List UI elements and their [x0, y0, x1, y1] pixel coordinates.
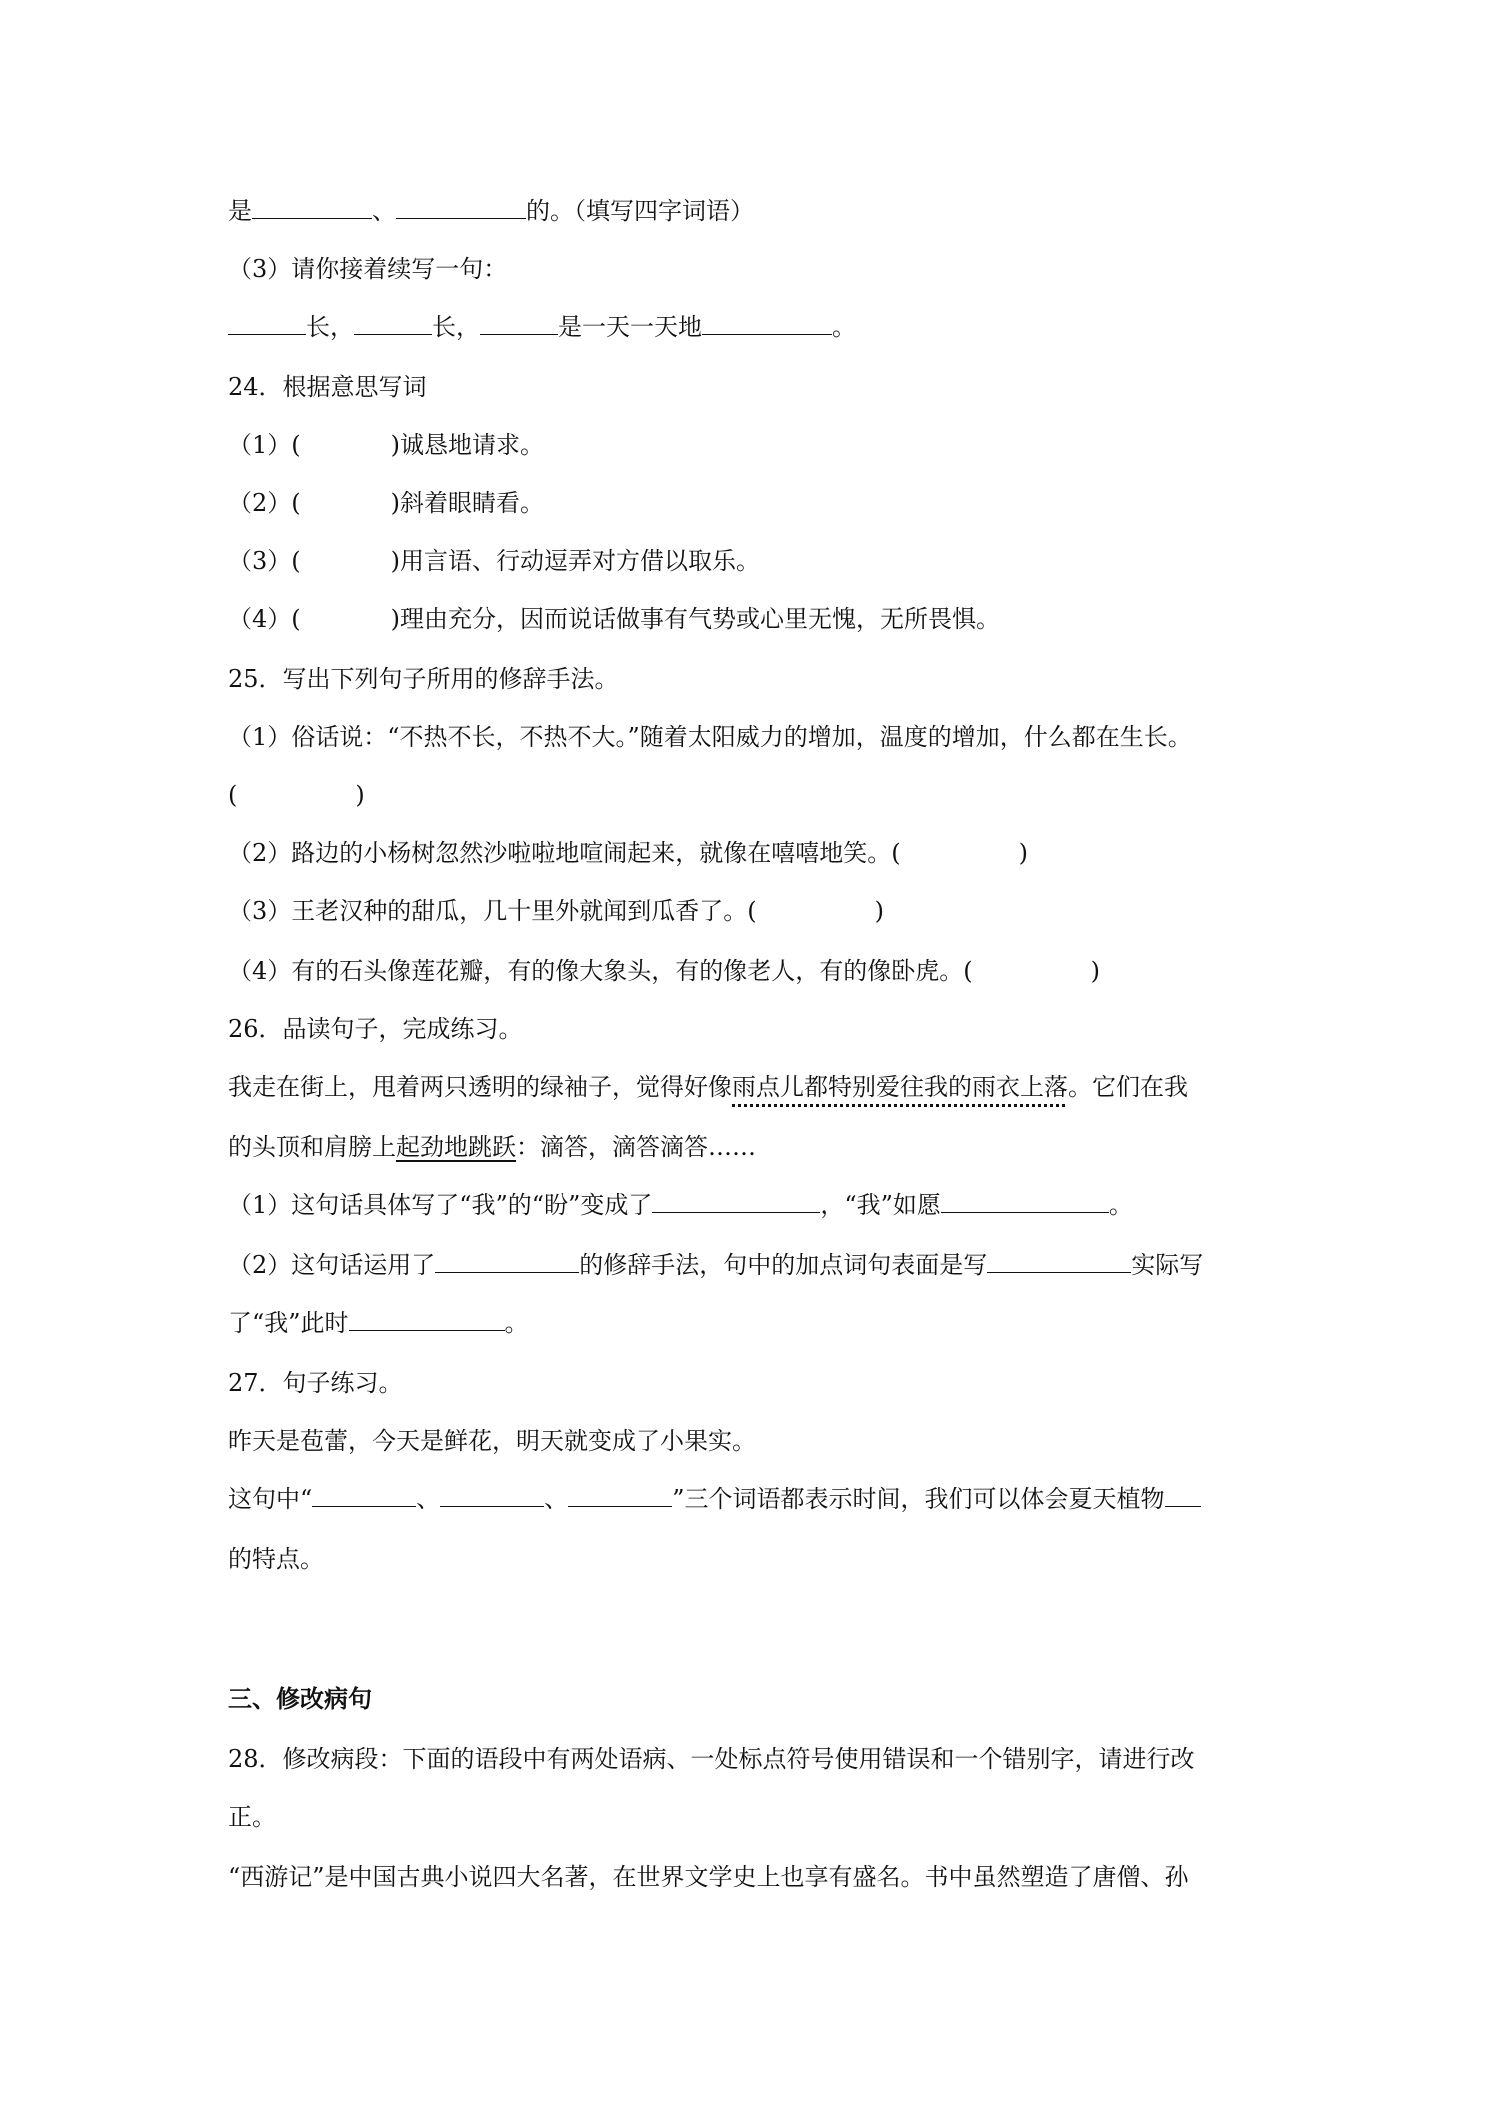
- q24-item-4: （4）( )理由充分，因而说话做事有气势或心里无愧，无所畏惧。: [228, 605, 1001, 633]
- q24-title: 24．根据意思写词: [228, 373, 427, 401]
- answer-blank[interactable]: [652, 1190, 820, 1213]
- answer-blank[interactable]: [440, 1484, 544, 1507]
- answer-blank[interactable]: [349, 1308, 505, 1331]
- q26-title: 26．品读句子，完成练习。: [228, 1015, 523, 1043]
- answer-blank[interactable]: [1165, 1484, 1201, 1507]
- q25-item-2: （2）路边的小杨树忽然沙啦啦地喧闹起来，就像在嘻嘻地笑。( ): [228, 839, 1029, 867]
- answer-blank[interactable]: [987, 1250, 1131, 1273]
- q28-passage: “西游记”是中国古典小说四大名著，在世界文学史上也享有盛名。书中虽然塑造了唐僧、孙: [228, 1863, 1189, 1891]
- q26-sub2: （2）这句话运用了 的修辞手法，句中的加点词句表面是写 实际写: [228, 1251, 1204, 1279]
- q28-title-cont: 正。: [228, 1803, 276, 1831]
- q25-item-1-answer: ( ): [228, 781, 365, 809]
- answer-blank[interactable]: [568, 1484, 672, 1507]
- q25-item-1: （1）俗话说：“不热不长，不热不大。”随着太阳威力的增加，温度的增加，什么都在生长。: [228, 723, 1192, 751]
- q24-item-1: （1）( )诚恳地请求。: [228, 431, 545, 459]
- q26-passage-line1: 我走在街上，甩着两只透明的绿袖子，觉得好像雨点儿都特别爱往我的雨衣上落。它们在我: [228, 1073, 1188, 1101]
- answer-blank[interactable]: [312, 1484, 416, 1507]
- answer-blank[interactable]: [941, 1190, 1109, 1213]
- section-heading: 三、修改病句: [228, 1684, 372, 1713]
- answer-blank[interactable]: [396, 196, 526, 219]
- q25-title: 25．写出下列句子所用的修辞手法。: [228, 665, 619, 693]
- answer-blank[interactable]: [435, 1250, 579, 1273]
- answer-blank[interactable]: [354, 312, 432, 335]
- q28-title: 28．修改病段：下面的语段中有两处语病、一处标点符号使用错误和一个错别字，请进行改: [228, 1745, 1195, 1773]
- underlined-phrase: 起劲地跳跃: [396, 1133, 516, 1161]
- q24-item-3: （3）( )用言语、行动逗弄对方借以取乐。: [228, 547, 761, 575]
- q27-fill-cont: 的特点。: [228, 1545, 324, 1573]
- answer-blank[interactable]: [480, 312, 558, 335]
- q26-passage-line2: 的头顶和肩膀上起劲地跳跃：滴答，滴答滴答……: [228, 1133, 756, 1161]
- q23-line1: 是 、 的。（填写四字词语）: [228, 197, 754, 225]
- q23-sub3: （3）请你接着续写一句：: [228, 255, 508, 283]
- q27-fill: 这句中“ 、 、 ”三个词语都表示时间，我们可以体会夏天植物: [228, 1484, 1201, 1514]
- answer-blank[interactable]: [702, 312, 832, 335]
- q26-sub1: （1）这句话具体写了“我”的“盼”变成了 ，“我”如愿 。: [228, 1191, 1133, 1219]
- q26-sub2-cont: 了“我”此时 。: [228, 1309, 529, 1337]
- answer-blank[interactable]: [228, 312, 306, 335]
- q23-continuation: 长， 长， 是一天一天地 。: [228, 312, 856, 342]
- q27-title: 27．句子练习。: [228, 1369, 403, 1397]
- q25-item-4: （4）有的石头像莲花瓣，有的像大象头，有的像老人，有的像卧虎。( ): [228, 957, 1101, 985]
- q25-item-3: （3）王老汉种的甜瓜，几十里外就闻到瓜香了。( ): [228, 897, 885, 925]
- q24-item-2: （2）( )斜着眼睛看。: [228, 489, 545, 517]
- answer-blank[interactable]: [252, 196, 372, 219]
- q27-sentence: 昨天是苞蕾，今天是鲜花，明天就变成了小果实。: [228, 1427, 756, 1455]
- dotted-phrase: 雨点儿都特别爱往我的雨衣上落: [732, 1073, 1068, 1101]
